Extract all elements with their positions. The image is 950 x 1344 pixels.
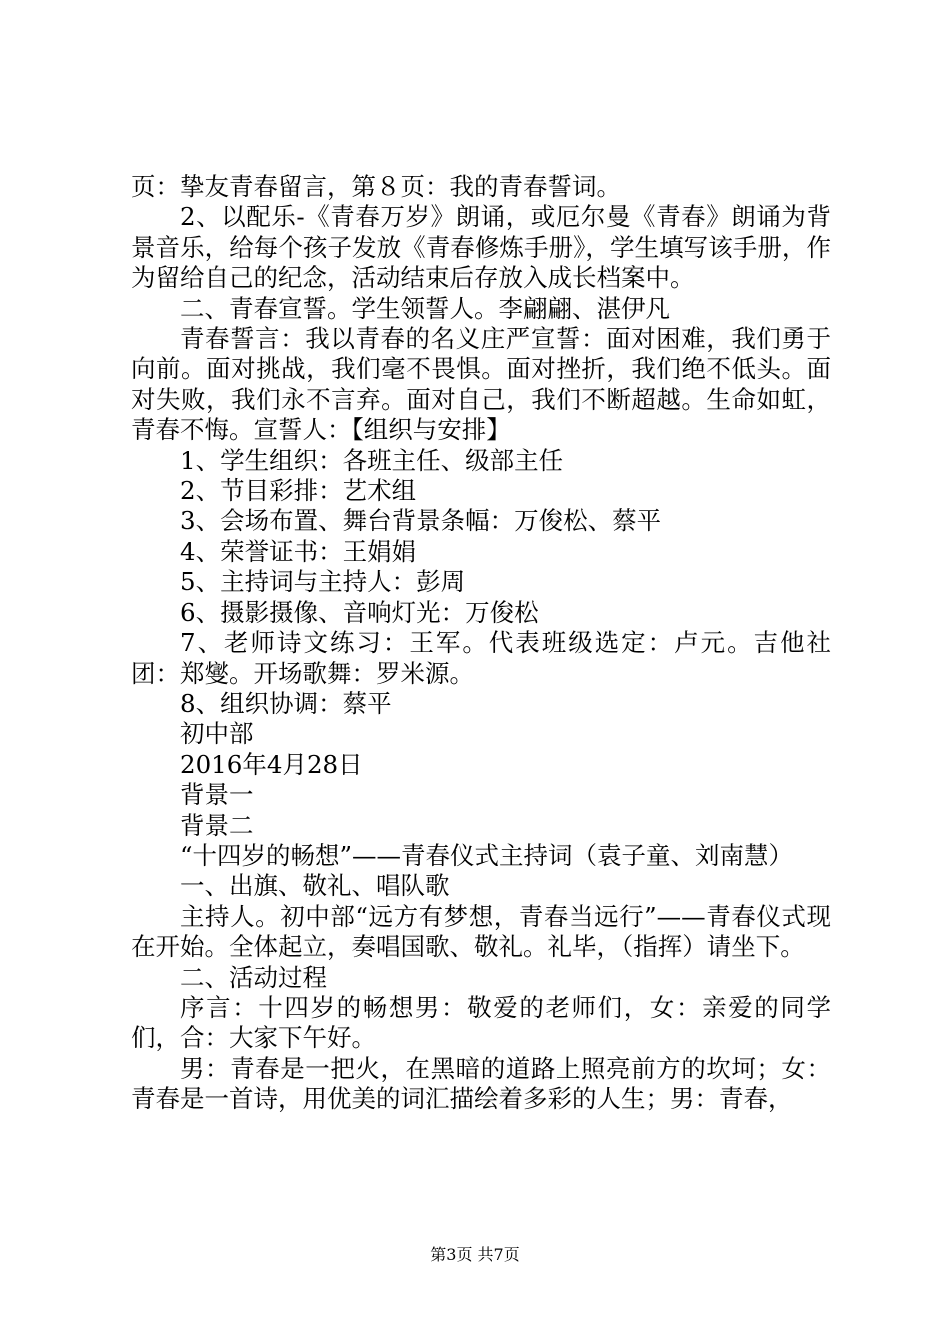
paragraph: 背景一 [180,780,254,810]
paragraph: 二、青春宣誓。学生领誓人。李翩翩、湛伊凡 [180,293,670,323]
paragraph: 青春誓言：我以青春的名义庄严宣誓：面对困难，我们勇于向前。面对挑战，我们毫不畏惧。面对挫折，我们绝不低头。面对失败，我们永不言弃。面对自己，我们不断超越。生命如虹，青春不悔。宣誓人：【组织与安排】 [131,324,831,445]
paragraph: 二、活动过程 [180,962,327,992]
paragraph: “十四岁的畅想”——青春仪式主持词（袁子童、刘南慧） [180,840,794,870]
paragraph: 一、出旗、敬礼、唱队歌 [180,871,450,901]
paragraph: 2016年4月28日 [180,749,363,779]
paragraph: 序言：十四岁的畅想男：敬爱的老师们，女：亲爱的同学们，合：大家下午好。 [131,992,831,1053]
paragraph: 7、老师诗文练习：王军。代表班级选定：卢元。吉他社团：郑燮。开场歌舞：罗米源。 [131,628,831,688]
document-body [131,172,831,1115]
paragraph: 3、会场布置、舞台背景条幅：万俊松、蔡平 [180,506,662,536]
paragraph: 初中部 [180,719,254,749]
paragraph: 6、摄影摄像、音响灯光：万俊松 [180,597,539,627]
paragraph: 5、主持词与主持人：彭周 [180,567,466,597]
paragraph: 男：青春是一把火，在黑暗的道路上照亮前方的坎坷；女：青春是一首诗，用优美的词汇描绘着多彩的人生；男：青春， [131,1053,831,1114]
paragraph: 8、组织协调：蔡平 [180,688,392,718]
paragraph: 背景二 [180,810,254,840]
page-footer: 第3页 共7页 [430,1245,520,1264]
paragraph: 2、节目彩排：艺术组 [180,476,417,506]
paragraph: 页：挚友青春留言，第８页：我的青春誓词。 [131,172,621,201]
paragraph: 4、荣誉证书：王娟娟 [180,536,417,566]
paragraph: 1、学生组织：各班主任、级部主任 [180,445,564,475]
paragraph: 2、以配乐-《青春万岁》朗诵，或厄尔曼《青春》朗诵为背景音乐，给每个孩子发放《青春修炼手册》，学生填写该手册，作为留给自己的纪念，活动结束后存放入成长档案中。 [131,202,831,293]
paragraph: 主持人。初中部“远方有梦想，青春当远行”——青春仪式现在开始。全体起立，奏唱国歌、敬礼。礼毕，（指挥）请坐下。 [131,901,831,962]
